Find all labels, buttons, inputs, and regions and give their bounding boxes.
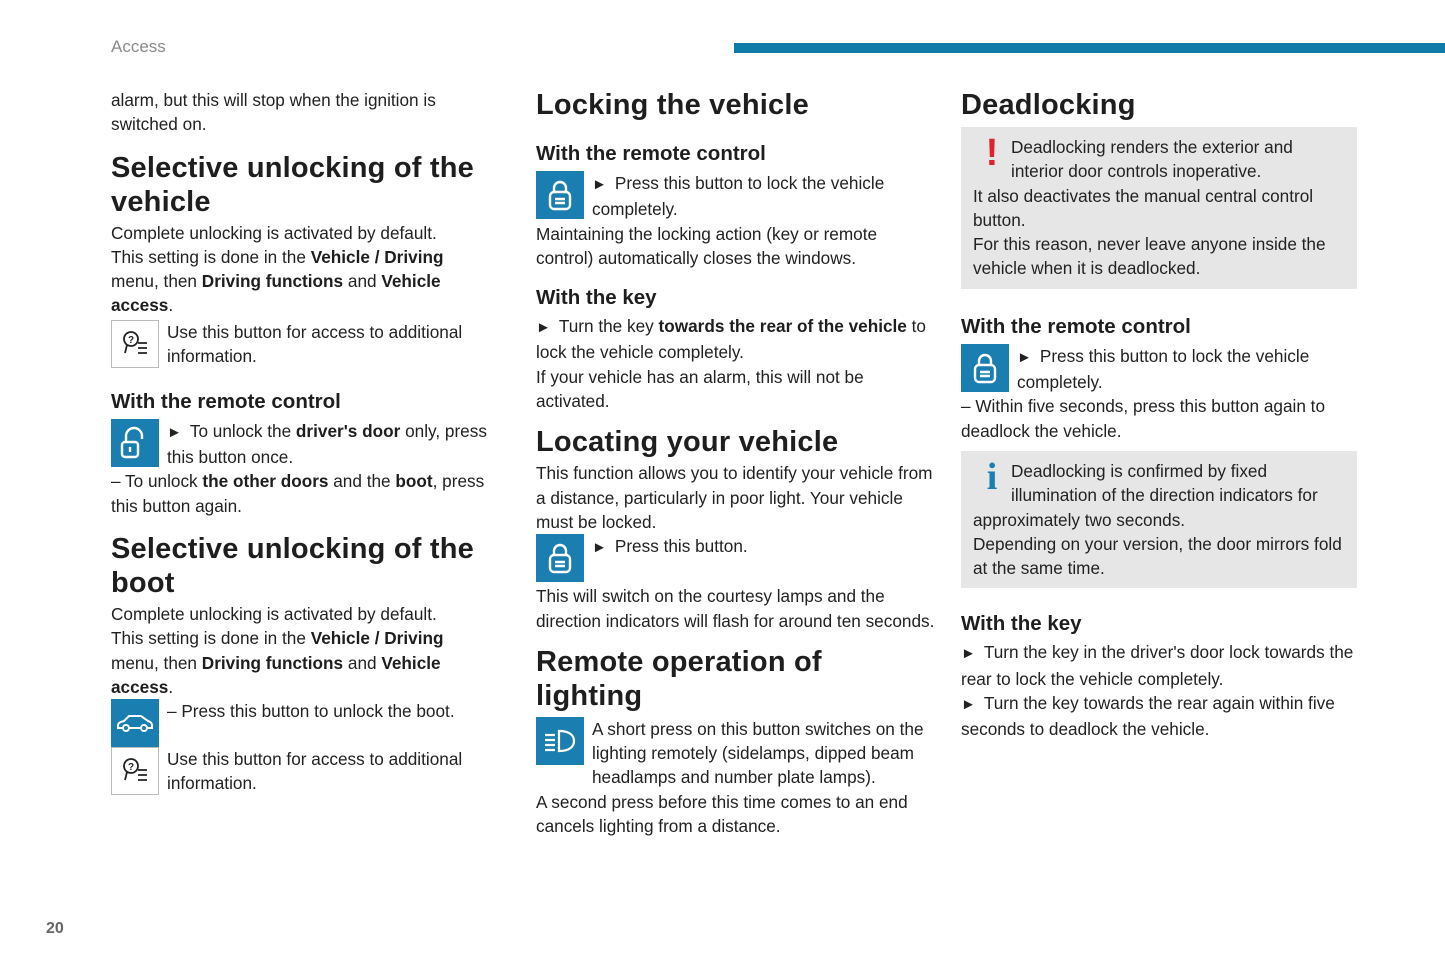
intro-text: alarm, but this will stop when the ignition is switched on. [111,90,436,135]
remote-control-title-1: With the remote control [111,389,341,413]
lock-line-2: Maintaining the locking action (key or remote control) automatically closes the windows. [536,223,878,268]
lighting-row [536,717,936,790]
sel-vehicle-p1: Complete unlocking is activated by default. [111,222,437,243]
bullet-arrow: ► [961,645,976,663]
lock-padlock-icon [536,534,584,582]
svg-text:?: ? [128,762,135,774]
locking-title: Locking the vehicle [536,89,809,121]
bullet-arrow: ► [592,176,607,193]
unlock-line-2: – To unlock the other doors and the boot, press this button again. [111,471,485,516]
info-box [961,451,1357,588]
info-icon: i [986,455,998,498]
bullet-arrow: ► [592,539,607,557]
unlock-padlock-icon [111,419,159,467]
key-line-2: If your vehicle has an alarm, this will not be activated. [536,366,864,412]
deadlock-line-1: ► Press this button to lock the vehicle completely. [1017,345,1310,393]
selective-unlocking-vehicle-title: Selective unlocking of the vehicle [111,151,474,218]
locating-p2: This will switch on the courtesy lamps and the direction indicators will flash for around ten seconds. [536,586,935,631]
locating-p1: This function allows you to identify your vehicle from a distance, particularly in poor light. Your vehicle must be locked. [536,463,933,532]
info-text: Use this button for access to additional information. [167,321,463,367]
boot-text: – Press this button to unlock the boot. [167,701,455,722]
key3-line-1: ► Turn the key in the driver's door lock towards the rear to lock the vehicle completely. [961,642,1354,689]
warning-line-1: Deadlocking renders the exterior and interior door controls inoperative. [1011,137,1293,182]
column-2 [536,88,936,838]
remote-control-title-2: With the remote control [536,142,766,165]
selective-unlocking-boot-title: Selective unlocking of the boot [111,532,474,599]
svg-text:?: ? [128,334,135,346]
lock-line-1: ► Press this button to lock the vehicle completely. [592,173,885,220]
sel-boot-p2: This setting is done in the Vehicle / Driving menu, then Driving functions and Vehicle access. [111,628,444,697]
bullet-arrow: ► [961,696,976,714]
lighting-p2: A second press before this time comes to an end cancels lighting from a distance. [536,791,908,837]
locate-row [536,534,936,584]
sel-boot-p1: Complete unlocking is activated by default. [111,603,437,624]
lock-padlock-icon [536,171,584,219]
key-line-1: ► Turn the key towards the rear of the vehicle to lock the vehicle completely. [536,316,926,363]
lock-padlock-icon [961,344,1009,392]
boot-row [111,699,489,747]
info-search-icon [111,320,159,368]
unlock-row [111,419,489,470]
headlamp-icon [536,717,584,765]
info-row [111,320,489,370]
warning-line-2: It also deactivates the manual central control button. [973,185,1314,230]
info-search-icon [111,747,159,795]
deadlock-row [961,344,1357,395]
bullet-arrow: ► [536,319,551,337]
deadlocking-title: Deadlocking [961,89,1136,121]
bullet-arrow: ► [167,423,182,441]
info-row-2 [111,747,489,797]
column-1 [111,88,489,797]
locate-press: ► Press this button. [592,536,748,557]
warning-box [961,127,1357,289]
header-accent-bar [734,43,1445,53]
sel-vehicle-p2: This setting is done in the Vehicle / Driving menu, then Driving functions and Vehicle access. [111,246,444,316]
warning-icon: ! [985,132,999,174]
lighting-p1: A short press on this button switches on the lighting remotely (sidelamps, dipped beam headlamps and number plate lamps). [592,718,924,788]
section-header: Access [111,37,166,56]
lock-row [536,171,936,222]
key3-line-2: ► Turn the key towards the rear again within five seconds to deadlock the vehicle. [961,693,1335,740]
locating-title: Locating your vehicle [536,426,839,459]
info-line-1: Deadlocking is confirmed by fixed illumination of the direction indicators for approximately two seconds. [973,460,1318,530]
bullet-arrow: ► [1017,348,1032,366]
with-key-title-3: With the key [961,612,1082,636]
with-key-title-2: With the key [536,286,657,310]
warning-line-3: For this reason, never leave anyone inside the vehicle when it is deadlocked. [973,234,1326,279]
page-number: 20 [46,920,64,937]
unlock-line-1: ► To unlock the driver's door only, press this button once. [167,420,487,468]
boot-car-icon [111,699,159,747]
lighting-title: Remote operation of lighting [536,645,822,712]
deadlock-line-2: – Within five seconds, press this button again to deadlock the vehicle. [961,396,1326,441]
column-3 [961,88,1357,742]
info-line-2: Depending on your version, the door mirrors fold at the same time. [973,533,1342,579]
remote-control-title-3: With the remote control [961,314,1191,338]
info-text-2: Use this button for access to additional information. [167,749,463,794]
